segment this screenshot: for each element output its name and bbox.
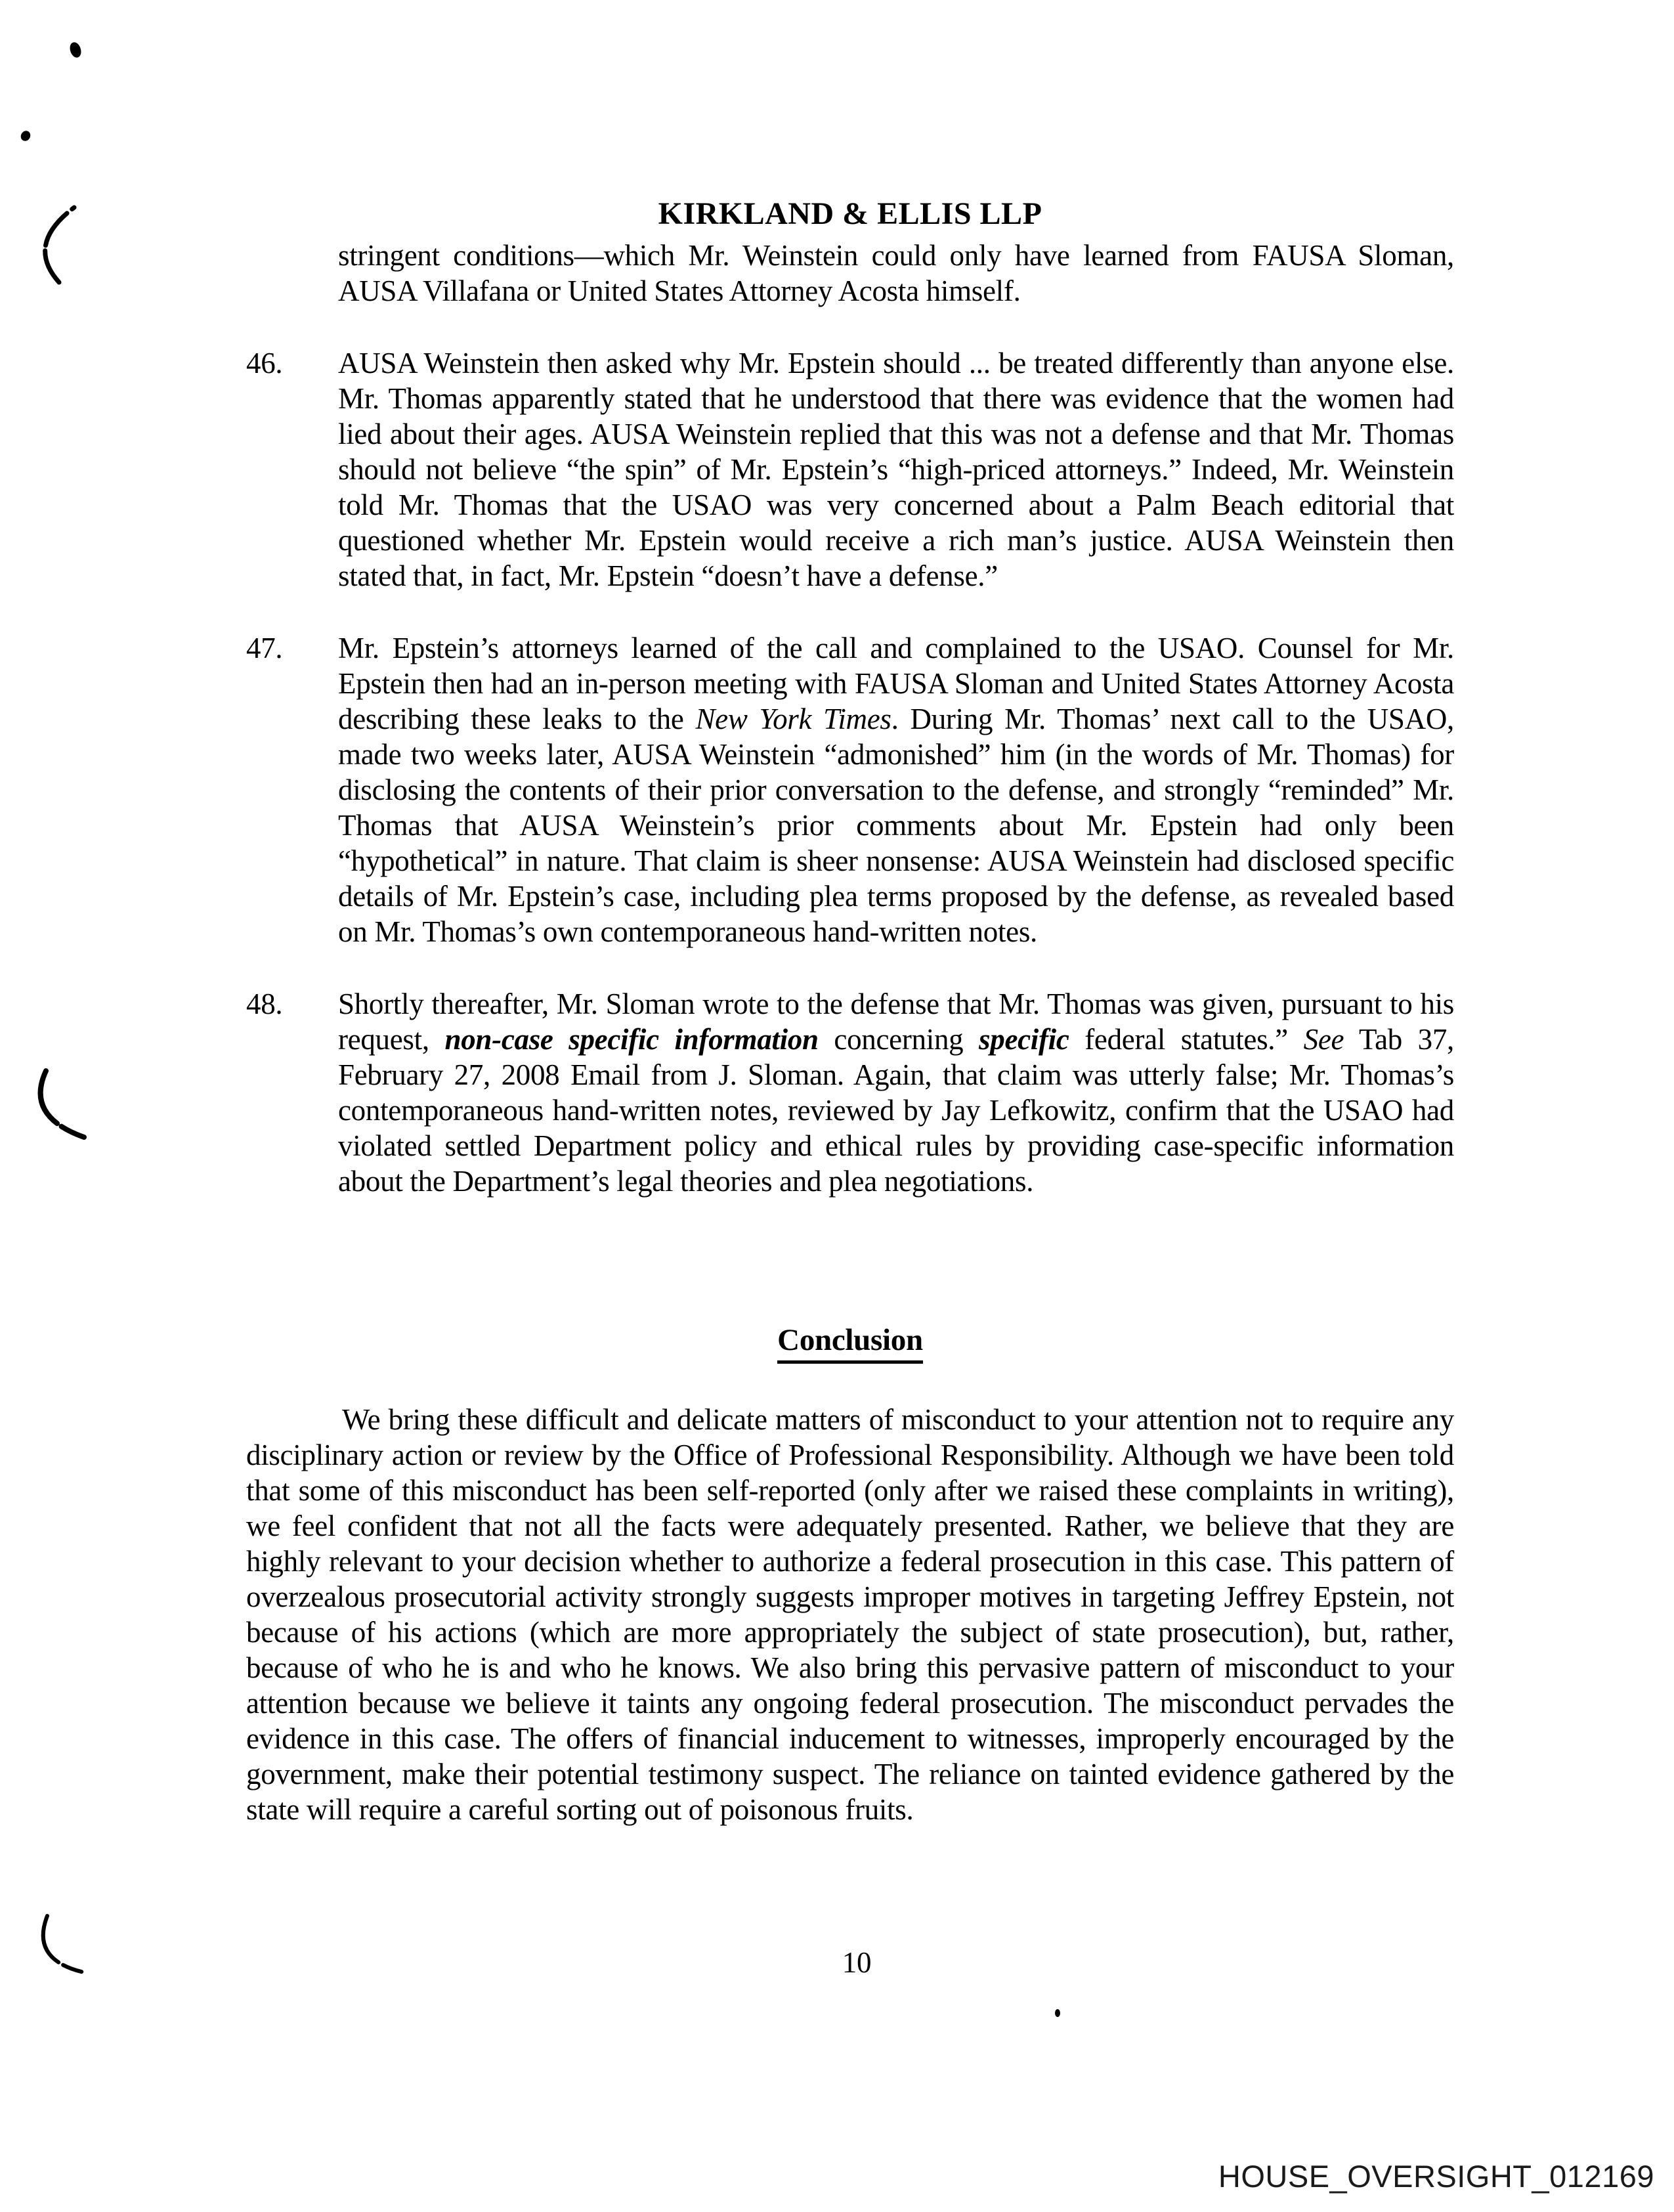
paragraph-number: 48.	[246, 987, 283, 1020]
scan-arc-bottom	[43, 1916, 84, 1972]
numbered-paragraphs	[246, 345, 1454, 1199]
scan-speck-bottom	[1055, 2009, 1060, 2017]
page-number: 10	[842, 1946, 872, 1979]
scan-speck-left	[19, 129, 32, 143]
paragraph-text: Shortly thereafter, Mr. Sloman wrote to the defense that Mr. Thomas was given, pursuant to his request, non-case specific information concerning specific federal statutes.” See Tab 37, February 27, 2008 Email from J. Sloman. Again, that claim was utterly false; Mr. Thomas’s contemporaneous hand-written notes, reviewed by Jay Lefkowitz, confirm that the USAO had violated settled Department policy and ethical rules by providing case-specific information about the Department’s legal theories and plea negotiations.	[338, 987, 1454, 1198]
conclusion-heading	[246, 1322, 1454, 1364]
text-column	[246, 197, 1454, 1827]
conclusion-heading-text: Conclusion	[777, 1322, 923, 1364]
paragraph-number: 47.	[246, 632, 283, 664]
scan-arc-top	[45, 207, 74, 282]
paragraph-text: AUSA Weinstein then asked why Mr. Epstein should ... be treated differently than anyone else. Mr. Thomas apparently stated that he understood that there was evidence that the women had lied about their ages. AUSA Weinstein replied that this was not a defense and that Mr. Thomas should not believe “the spin” of Mr. Epstein’s “high-priced attorneys.” Indeed, Mr. Weinstein told Mr. Thomas that the USAO was very concerned about a Palm Beach editorial that questioned whether Mr. Epstein would receive a rich man’s justice. AUSA Weinstein then stated that, in fact, Mr. Epstein “doesn’t have a defense.”	[338, 347, 1454, 592]
scan-arc-middle	[41, 1071, 84, 1137]
law-firm-header: KIRKLAND & ELLIS LLP	[658, 196, 1042, 231]
scan-speck-top	[68, 41, 83, 59]
paragraph-number: 46.	[246, 347, 283, 380]
continuation-paragraph: stringent conditions—which Mr. Weinstein could only have learned from FAUSA Sloman, AUSA Villafana or United States Attorney Acosta himself.	[338, 239, 1454, 307]
numbered-paragraph	[246, 986, 1454, 1199]
bates-stamp: HOUSE_OVERSIGHT_012169	[1218, 2159, 1654, 2194]
numbered-paragraph	[246, 345, 1454, 594]
numbered-paragraph	[246, 630, 1454, 949]
conclusion-paragraph: We bring these difficult and delicate matters of misconduct to your attention not to require any disciplinary action or review by the Office of Professional Responsibility. Although we have been told that some of this misconduct has been self-reported (only after we raised these complaints in writing), we feel confident that not all the facts were adequately presented. Rather, we believe that they are highly relevant to your decision whether to authorize a federal prosecution in this case. This pattern of overzealous prosecutorial activity strongly suggests improper motives in targeting Jeffrey Epstein, not because of his actions (which are more appropriately the subject of state prosecution), but, rather, because of who he is and who he knows. We also bring this pervasive pattern of misconduct to your attention because we believe it taints any ongoing federal prosecution. The misconduct pervades the evidence in this case. The offers of financial inducement to witnesses, improperly encouraged by the government, make their potential testimony suspect. The reliance on tainted evidence gathered by the state will require a careful sorting out of poisonous fruits.	[246, 1403, 1454, 1826]
paragraph-text: Mr. Epstein’s attorneys learned of the call and complained to the USAO. Counsel for Mr. Epstein then had an in-person meeting with FAUSA Sloman and United States Attorney Acosta describing these leaks to the New York Times. During Mr. Thomas’ next call to the USAO, made two weeks later, AUSA Weinstein “admonished” him (in the words of Mr. Thomas) for disclosing the contents of their prior conversation to the defense, and strongly “reminded” Mr. Thomas that AUSA Weinstein’s prior comments about Mr. Epstein had only been “hypothetical” in nature. That claim is sheer nonsense: AUSA Weinstein had disclosed specific details of Mr. Epstein’s case, including plea terms proposed by the defense, as revealed based on Mr. Thomas’s own contemporaneous hand-written notes.	[338, 632, 1454, 948]
